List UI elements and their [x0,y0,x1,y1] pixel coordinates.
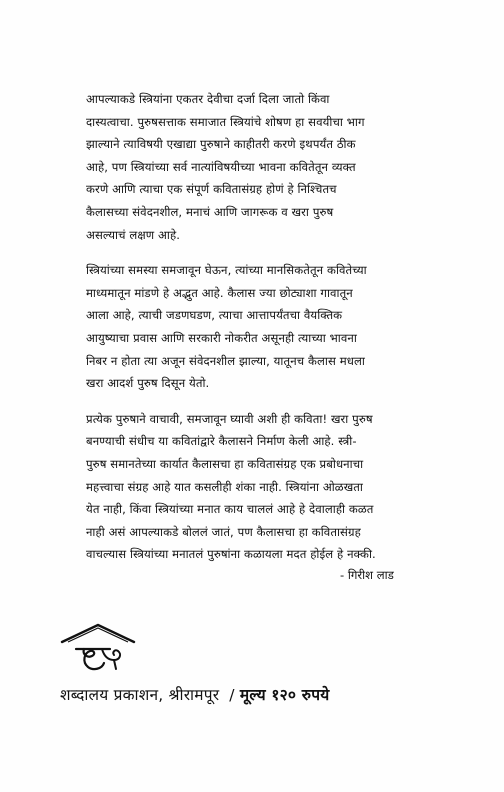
blurb-paragraph-2 [86,259,434,395]
text-line: वाचल्यास स्त्रियांच्या मनातलं पुरुषांना कळायला मदत होईल हे नक्की. [86,547,376,562]
text-line: कैलासच्या संवेदनशील, मनाचं आणि जागरूक व खरा पुरुष [86,204,334,219]
publisher-name: शब्दालय प्रकाशन, श्रीरामपूर [60,686,220,704]
text-line: आयुष्याचा प्रवास आणि सरकारी नोकरीत असूनही त्याच्या भावना [86,330,357,345]
text-line: दास्यत्वाचा. पुरुषसत्ताक समाजात स्त्रियांचे शोषण हा सवयीचा भाग [86,114,365,129]
text-line: करणे आणि त्याचा एक संपूर्ण कवितासंग्रह होणं हे निश्चितच [86,182,337,197]
text-line: असल्याचं लक्षण आहे. [86,227,180,242]
text-line: स्त्रियांच्या समस्या समजावून घेऊन, त्यांच्या मानसिकतेतून कवितेच्या [86,263,367,278]
text-line: प्रत्येक पुरुषाने वाचावी, समजावून घ्यावी अशी ही कविता! खरा पुरुष [86,411,373,426]
publisher-logo-icon [58,622,138,676]
text-line: नाही असं आपल्याकडे बोललं जातं, पण कैलासचा हा कवितासंग्रह [86,524,361,539]
text-line: बनण्याची संधीच या कवितांद्वारे कैलासने निर्माण केली आहे. स्त्री- [86,434,357,449]
text-line: आपल्याकडे स्त्रियांना एकतर देवीचा दर्जा दिला जातो किंवा [86,92,330,106]
text-line: माध्यमातून मांडणे हे अद्भुत आहे. कैलास ज्या छोट्याशा गावातून [86,285,353,300]
text-line: पुरुष समानतेच्या कार्यात कैलासचा हा कवितासंग्रह एक प्रबोधनाचा [86,456,364,471]
publisher-footer [60,683,329,705]
text-line: महत्त्वाचा संग्रह आहे यात कसलीही शंका नाही. स्त्रियांना ओळखता [86,479,364,494]
footer-separator: / [229,686,235,704]
text-line: आहे, पण स्त्रियांच्या सर्व नात्यांविषयीच्या भावना कवितेतून व्यक्त [86,159,356,174]
blurb-paragraph-3 [86,408,434,566]
blurb-text [86,88,434,579]
text-line: झाल्याने त्याविषयी एखाद्या पुरुषाने काहीतरी करणे इथपर्यंत ठीक [86,137,356,152]
author-signature: - गिरीश लाड [340,568,394,582]
text-line: निबर न होता त्या अजून संवेदनशील झाल्या, यातूनच कैलास मधला [86,353,365,368]
text-line: येत नाही, किंवा स्त्रियांच्या मनात काय चाललं आहे हे देवालाही कळत [86,502,374,517]
text-line: आला आहे, त्याची जडणघडण, त्याचा आत्तापर्यंतचा वैयक्तिक [86,308,343,323]
book-price: मूल्य १२० रुपये [239,686,330,704]
text-line: खरा आदर्श पुरुष दिसून येतो. [86,376,210,391]
blurb-paragraph-1 [86,88,434,246]
